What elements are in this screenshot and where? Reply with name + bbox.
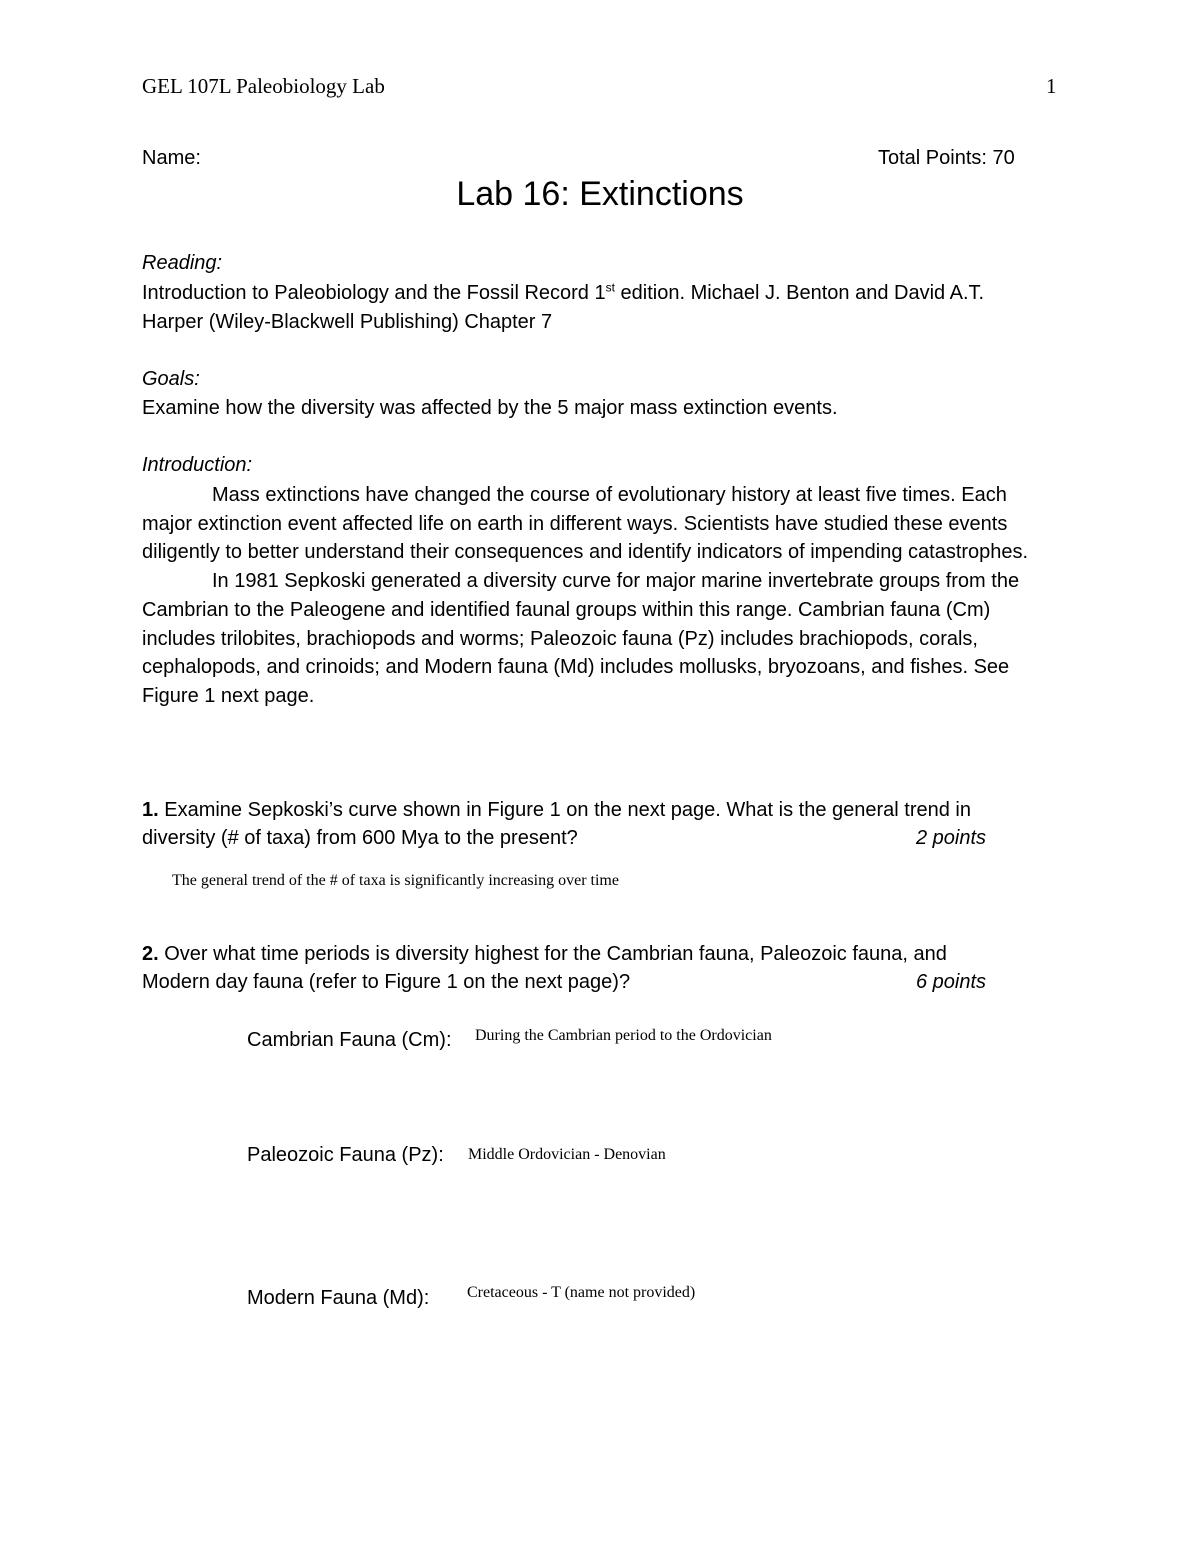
introduction-label: Introduction: (142, 454, 253, 476)
cambrian-fauna-label: Cambrian Fauna (Cm): (247, 1029, 452, 1051)
question-1-answer: The general trend of the # of taxa is significantly increasing over time (172, 872, 619, 889)
reading-label: Reading: (142, 252, 223, 274)
question-2-line1: 2. Over what time periods is diversity highest for the Cambrian fauna, Paleozoic fauna, and (142, 943, 947, 965)
question-2-points: 6 points (916, 971, 987, 993)
question-1-line2: diversity (# of taxa) from 600 Mya to the present? (142, 827, 578, 849)
question-1-points: 2 points (916, 827, 987, 849)
cambrian-fauna-answer: During the Cambrian period to the Ordovician (475, 1027, 772, 1044)
question-1-number: 1. (142, 799, 159, 821)
paleozoic-fauna-answer: Middle Ordovician - Denovian (468, 1146, 666, 1163)
introduction-paragraph-2: In 1981 Sepkoski generated a diversity curve for major marine invertebrate groups from the Cambrian to the Paleogene and identified faunal groups within this range. Cambrian fauna (Cm) includes trilobites, brachiopods and worms; Paleozoic fauna (Pz) includes brachiopods, corals, cephalopods, and crinoids; and Modern fauna (Md) includes mollusks, bryozoans, and fishes. See Figure 1 next page. (142, 570, 1020, 707)
name-label: Name: (142, 147, 201, 169)
modern-fauna-answer: Cretaceous - T (name not provided) (467, 1284, 696, 1301)
reading-citation-line2: Harper (Wiley-Blackwell Publishing) Chapter 7 (142, 311, 553, 333)
goals-text: Examine how the diversity was affected by the 5 major mass extinction events. (142, 397, 838, 419)
course-header: GEL 107L Paleobiology Lab (142, 74, 385, 98)
total-points: Total Points: 70 (878, 147, 1015, 169)
paleozoic-fauna-label: Paleozoic Fauna (Pz): (247, 1144, 444, 1166)
page-number: 1 (1046, 74, 1057, 98)
introduction-body (142, 481, 1062, 711)
page-title: Lab 16: Extinctions (456, 175, 744, 213)
goals-label: Goals: (142, 368, 200, 390)
introduction-paragraph-1: Mass extinctions have changed the course of evolutionary history at least five times. Each major extinction event affected life on earth in different ways. Scientists have studied these events diligently to better understand their consequences and identify indicators of impending catastrophes. (142, 484, 1029, 564)
modern-fauna-label: Modern Fauna (Md): (247, 1287, 430, 1309)
question-2-number: 2. (142, 943, 159, 965)
reading-citation-line1: Introduction to Paleobiology and the Fossil Record 1st edition. Michael J. Benton and David A.T. (142, 280, 985, 304)
question-2-line2: Modern day fauna (refer to Figure 1 on the next page)? (142, 971, 631, 993)
question-1-line1: 1. Examine Sepkoski’s curve shown in Figure 1 on the next page. What is the general trend in (142, 799, 971, 821)
